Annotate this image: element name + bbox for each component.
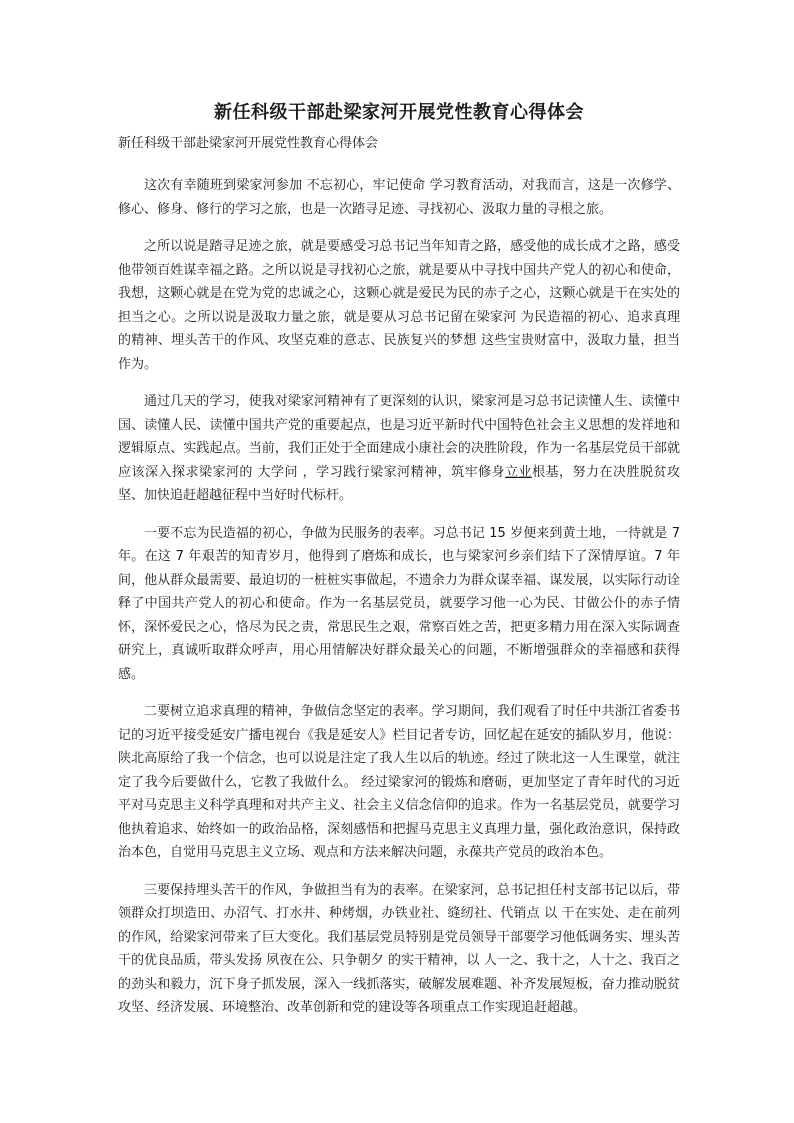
paragraph-point-two: 二要树立追求真理的精神，争做信念坚定的表率。学习期间，我们观看了时任中共浙江省委书记的习近平接受延安广播电视台《我是延安人》栏目记者专访，回忆起在延安的插队岁月，他说： 陕北高原给了我一个信念，也可以说是注定了我人生以后的轨迹。经过了陕北这一人生课堂，就注定了我今后要做什么，它教了我做什么。 经过梁家河的锻炼和磨砺，更加坚定了青年时代的习近平对马克思主义科学真理和对共产主义、社会主义信念信仰的追求。作为一名基层党员，就要学习他执着追求、始终如一的政治品格，深刻感悟和把握马克思主义真理力量，强化政治意识，保持政治本色，自觉用马克思主义立场、观点和方法来解决问题，永葆共产党员的政治本色。 [118, 704, 680, 860]
document-title: 新任科级干部赴梁家河开展党性教育心得体会 [214, 102, 584, 123]
paragraph-understanding-tail: 根基，努力在决胜脱贫攻坚、加快追赶超越征程中当好时代标杆。 [118, 464, 680, 503]
document-subtitle: 新任科级干部赴梁家河开展党性教育心得体会 [118, 136, 379, 151]
paragraph-understanding [118, 390, 680, 508]
paragraph-point-one: 一要不忘为民造福的初心，争做为民服务的表率。习总书记 15 岁便来到黄土地，一待就是 7 年。在这 7 年艰苦的知青岁月，他得到了磨炼和成长，也与梁家河乡亲们结下了深情厚谊。7 年间，他从群众最需要、最迫切的一桩桩实事做起，不遗余力为群众谋幸福、谋发展，以实际行动诠释了中国共产党人的初心和使命。作为一名基层党员，就要学习他一心为民、甘做公仆的赤子情怀，深怀爱民之心，恪尽为民之责，常思民生之艰，常察百姓之苦，把更多精力用在深入实际调查研究上，真诚听取群众呼声，用心用情解决好群众最关心的问题，不断增强群众的幸福感和获得感。 [118, 525, 680, 682]
paragraph-understanding-text: 通过几天的学习，使我对梁家河精神有了更深刻的认识，梁家河是习总书记读懂人生、读懂中国、读懂人民、读懂中国共产党的重要起点，也是习近平新时代中国特色社会主义思想的发祥地和逻辑原点、实践起点。当前，我们正处于全面建成小康社会的决胜阶段，作为一名基层党员干部就应该深入探求梁家河的 大学问 ，学习践行梁家河精神，筑牢修身 [118, 394, 680, 480]
document-page [118, 100, 680, 1034]
underlined-phrase: 立业 [505, 464, 533, 480]
paragraph-purpose: 之所以说是踏寻足迹之旅，就是要感受习总书记当年知青之路，感受他的成长成才之路，感受他带领百姓谋幸福之路。之所以说是寻找初心之旅，就是要从中寻找中国共产党人的初心和使命，我想，这颗心就是在党为党的忠诚之心，这颗心就是爱民为民的赤子之心，这颗心就是干在实处的担当之心。之所以说是汲取力量之旅，就是要从习总书记留在梁家河 为民造福的初心、追求真理的精神、埋头苦干的作风、攻坚克难的意志、民族复兴的梦想 这些宝贵财富中，汲取力量，担当作为。 [118, 239, 680, 372]
paragraph-point-three: 三要保持埋头苦干的作风，争做担当有为的表率。在梁家河，总书记担任村支部书记以后，带领群众打坝造田、办沼气、打水井、种烤烟，办铁业社、缝纫社、代销点 以 干在实处、走在前列 的作风，给梁家河带来了巨大变化。我们基层党员特别是党员领导干部要学习他低调务实、埋头苦干的优良品质，带头发扬 夙夜在公、只争朝夕 的实干精神，以 人一之、我十之，人十之、我百之 的劲头和毅力，沉下身子抓发展，深入一线抓落实，破解发展难题、补齐发展短板，奋力推动脱贫攻坚、经济发展、环境整治、改革创新和党的建设等各项重点工作实现追赶超越。 [118, 882, 680, 1015]
paragraph-intro: 这次有幸随班到梁家河参加 不忘初心，牢记使命 学习教育活动，对我而言，这是一次修学、修心、修身、修行的学习之旅，也是一次踏寻足迹、寻找初心、汲取力量的寻根之旅。 [118, 178, 680, 217]
